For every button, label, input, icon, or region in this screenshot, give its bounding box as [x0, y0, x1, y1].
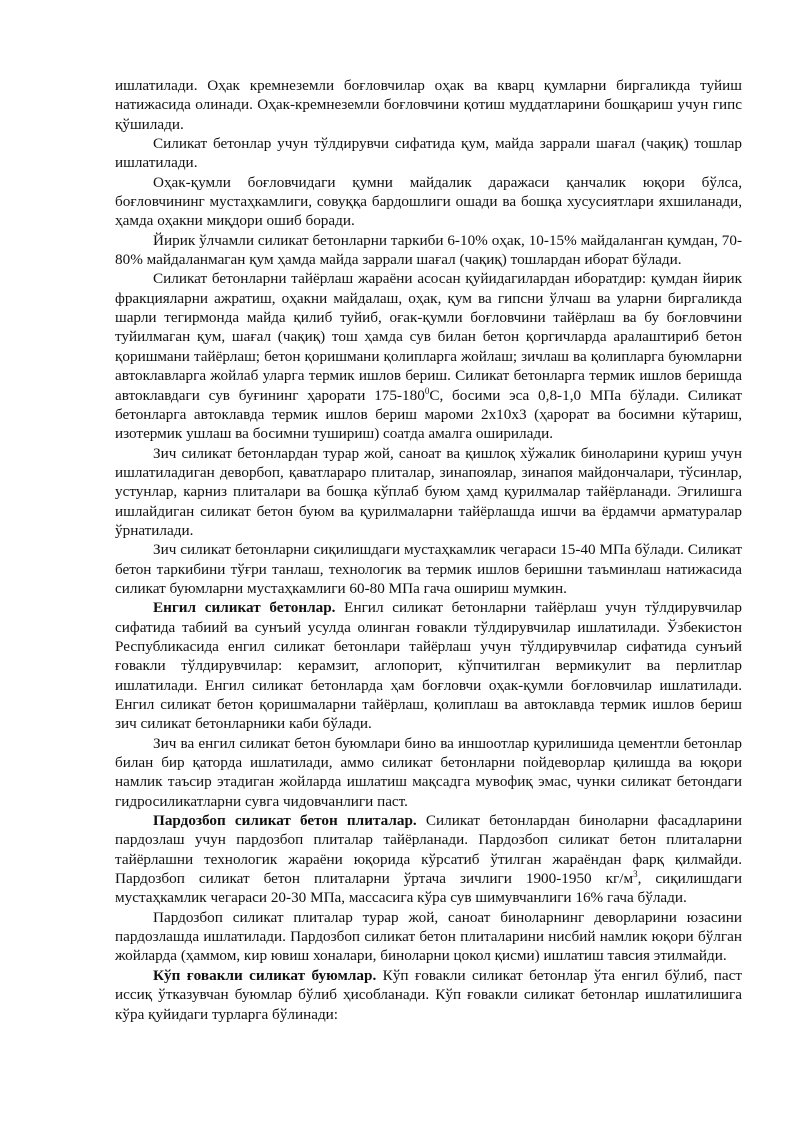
paragraph-text: Силикат бетонлар учун тўлдирувчи сифатида қум, майда заррали шағал (чақиқ) тошлар ишлатилади. — [115, 135, 742, 172]
paragraph-text: Кўп ғовакли силикат бетонлар ўта енгил бўлиб, паст иссиқ ўтказувчан буюмлар бўлиб ҳисобланади. Кўп ғовакли силикат бетонлар ишлатилишига кўра қуйидаги турларга бўлинади: — [115, 966, 742, 1023]
paragraph-text: Зич силикат бетонлардан турар жой, саноат ва қишлоқ хўжалик биноларини қуриш учун ишлатиладиган деворбоп, қаватлараро плиталар, зинапоялар, зинапоя майдончалари, тўсинлар, устунлар, карниз плиталари ва бошқа кўплаб буюм ҳамд қурилмалар тайёрланади. Эгилишга ишлайдиган силикат бетон буюм ва қурилмаларни тайёрлашда ишчи ва ёрдамчи арматуралар ўрнатилади. — [115, 444, 742, 539]
section-heading: Кўп ғовакли силикат буюмлар. — [153, 966, 377, 984]
paragraph-text: Зич силикат бетонларни сиқилишдаги мустаҳкамлик чегараси 15-40 МПа бўлади. Силикат бетон таркибини тўғри танлаш, технологик ва термик ишлов беришни таъминлаш натижасида силикат буюмларни мустаҳкамлиги 60-80 МПа гача ошириш мумкин. — [115, 541, 742, 597]
paragraph — [115, 598, 742, 733]
paragraph — [115, 134, 742, 173]
paragraph — [115, 444, 742, 541]
paragraph-text: Пардозбоп силикат плиталар турар жой, саноат биноларнинг деворларини юзасини пардозлашда ишлатилади. Пардозбоп силикат бетон плиталарини нисбий намлик юқори бўлган жойларда (ҳаммом, кир ювиш хоналари, биноларни цокол қисми) ишлатиш тавсия этилмайди. — [115, 908, 742, 965]
paragraph — [115, 540, 742, 598]
paragraph-text: Оҳак-қумли боғловчидаги қумни майдалик даражаси қанчалик юқори бўлса, боғловчининг мустаҳкамлиги, совуққа бардошлиги ошади ва бошқа хусусиятлари яхшиланади, ҳамда оҳакни миқдори ошиб боради. — [115, 173, 742, 230]
paragraph-text: , сиқилишдаги мустаҳкамлик чегараси 20-30 МПа, массасига кўра сув шимувчанлиги 16% гача бўлади. — [115, 870, 742, 907]
cubic-superscript: 3 — [633, 869, 638, 880]
paragraph — [115, 908, 742, 966]
paragraph-text: Енгил силикат бетонларни тайёрлаш учун тўлдирувчилар сифатида табиий ва сунъий усулда олинган ғовакли тўлдирувчилар ишлатилади. Ўзбекистон Республикасида енгил силикат бетонлари тайёрлаш учун тўлдирувчилар сифатида сунъий ғовакли тўлдирувчилар: керамзит, аглопорит, кўпчитилган вермикулит ва перлитлар ишлатилади. Енгил силикат бетонларда ҳам боғловчи оҳак-қумли боғловчилар ишлатилади. Енгил силикат бетон қоришмаларни тайёрлаш, қолиплаш ва автоклавда термик ишлов бериш зич силикат бетонларники каби бўлади. — [115, 599, 742, 733]
paragraph — [115, 231, 742, 270]
document-page — [115, 76, 742, 1024]
paragraph-text: Зич ва енгил силикат бетон буюмлари бино ва иншоотлар қурилишида цементли бетонлар билан бир қаторда ишлатилади, аммо силикат бетонларни пойдеворлар қилишда ва юқори намлик таъсир этадиган жойларда ишлатиш мақсадга мувофиқ эмас, чунки силикат бетондаги гидросиликатларни сувга чидовчанлиги паст. — [115, 734, 742, 810]
paragraph-text: Силикат бетонлардан биноларни фасадларини пардозлаш учун пардозбоп плиталар тайёрланади. Пардозбоп силикат бетон плиталарни тайёрлашни технологик жараёни юқорида кўрсатиб ўтилган жараёндан фарқ қилмайди. Пардозбоп силикат бетон плиталарни ўртача зичлиги 1900-1950 кг/м — [115, 812, 742, 888]
paragraph — [115, 173, 742, 231]
paragraph — [115, 811, 742, 908]
paragraph — [115, 269, 742, 443]
paragraph-text: ишлатилади. Оҳак кремнеземли боғловчилар оҳак ва кварц қумларни биргаликда туйиш натижасида олинади. Оҳак-кремнеземли боғловчини қотиш муддатларини бошқариш учун гипс қўшилади. — [115, 77, 742, 133]
paragraph — [115, 734, 742, 811]
section-heading: Пардозбоп силикат бетон плиталар. — [153, 812, 417, 830]
paragraph — [115, 76, 742, 134]
section-heading: Енгил силикат бетонлар. — [153, 599, 336, 617]
degree-superscript: 0 — [424, 385, 430, 396]
paragraph-text: Силикат бетонларни тайёрлаш жараёни асосан қуйидагилардан иборатдир: қумдан йирик фракцияларни ажратиш, оҳакни майдалаш, оҳак, қум ва гипсни ўлчаш ва уларни биргаликда шарли тегирмонда майда қилиб туйиб, оғак-қумли боғловчини тайёрлаш ва бу боғловчини туйилмаган қум, шағал (чақиқ) тош ҳамда сув билан бетон қоргичларда аралаштириб бетон қоришмани тайёрлаш; бетон қоришмани қолипларга жойлаш; зичлаш ва қолипларга буюмларни автоклавларга жойлаб уларга термик ишлов бериш. Силикат бетонларга термик ишлов беришда автоклавдаги сув буғининг ҳарорати 175-180 — [115, 270, 742, 404]
paragraph — [115, 966, 742, 1024]
paragraph-text: Йирик ўлчамли силикат бетонларни таркиби 6-10% оҳак, 10-15% майдаланган қумдан, 70-80% майдаланмаган қум ҳамда майда заррали шағал (чақиқ) тошлардан иборат бўлади. — [115, 231, 742, 269]
paragraph-text: С, босими эса 0,8-1,0 МПа бўлади. Силикат бетонларга автоклавда термик ишлов бериш мароми 2х10х3 (ҳарорат ва босимни кўтариш, изотермик ушлаш ва босимни тушириш) соатда амалга оширилади. — [115, 386, 742, 443]
